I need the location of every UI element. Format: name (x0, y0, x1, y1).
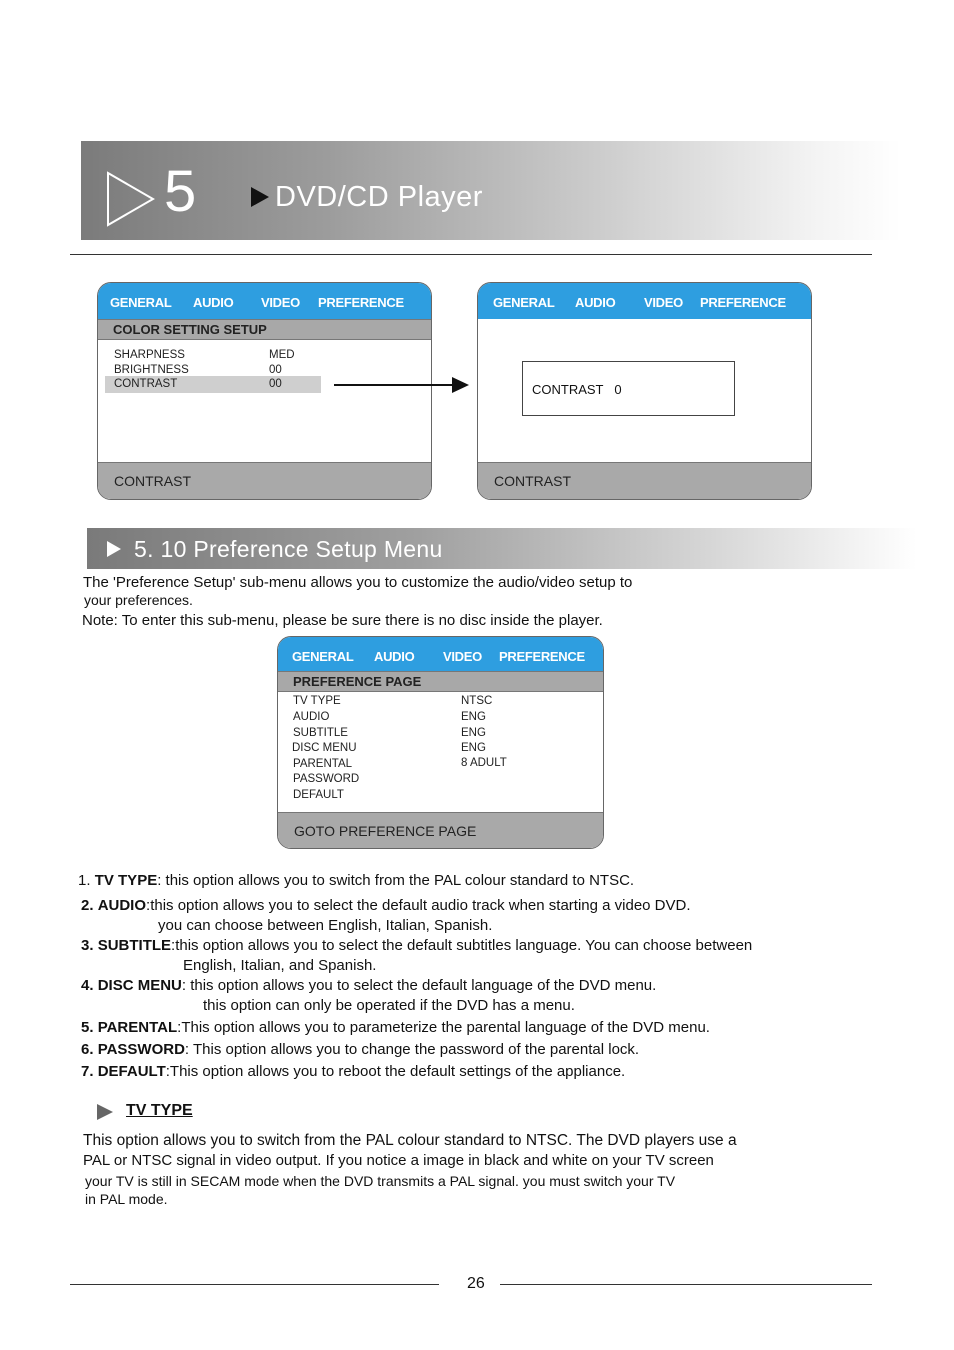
row-value: MED (269, 349, 295, 361)
footer-rule (70, 1284, 439, 1285)
row-label: DISC MENU (292, 742, 357, 754)
play-arrow-icon (97, 1104, 113, 1120)
row-value: ENG (461, 742, 486, 754)
row-value: 00 (269, 364, 282, 376)
item-key: SUBTITLE (97, 937, 172, 954)
page-number: 26 (467, 1275, 485, 1292)
row-label: BRIGHTNESS (114, 364, 189, 376)
item-password (81, 1041, 639, 1058)
item-sep: : (171, 937, 176, 954)
body-text: your TV is still in SECAM mode when the DVD transmits a PAL signal. you must switch your TV (85, 1173, 676, 1189)
section-bar: COLOR SETTING SETUP (98, 319, 431, 340)
item-parental (81, 1019, 710, 1036)
item-default (81, 1063, 625, 1080)
contrast-screen (477, 282, 812, 500)
tab-audio: AUDIO (193, 295, 234, 310)
item-number: 6. (81, 1041, 94, 1058)
item-number: 7. (81, 1063, 94, 1080)
item-key: PASSWORD (97, 1041, 185, 1058)
body-text: PAL or NTSC signal in video output. If you notice a image in black and white on your TV screen (83, 1152, 714, 1169)
intro-text: The 'Preference Setup' sub-menu allows you to customize the audio/video setup to (83, 574, 633, 591)
item-number: 5. (81, 1019, 94, 1036)
item-sep: : (177, 1019, 182, 1036)
row-value: 8 ADULT (461, 757, 507, 769)
item-key: DEFAULT (97, 1063, 166, 1080)
footer-bar: CONTRAST (478, 462, 811, 499)
chapter-banner (81, 141, 901, 240)
tab-video: VIDEO (443, 649, 482, 664)
tab-video: VIDEO (261, 295, 300, 310)
item-key: AUDIO (97, 897, 147, 914)
row-label: DEFAULT (293, 789, 344, 801)
item-text-cont: this option can only be operated if the DVD has a menu. (203, 997, 575, 1014)
play-arrow-icon (107, 541, 121, 557)
item-text: This option allows you to parameterize the parental language of the DVD menu. (181, 1019, 710, 1036)
item-key: DISC MENU (97, 977, 182, 994)
body-text: in PAL mode. (85, 1191, 168, 1207)
item-text-cont: you can choose between English, Italian, Spanish. (158, 917, 493, 934)
item-text: this option allows you to select the default language of the DVD menu. (186, 977, 657, 994)
item-key: TV TYPE (94, 872, 158, 889)
row-label: SHARPNESS (114, 349, 185, 361)
tab-general: GENERAL (110, 295, 172, 310)
item-sep: : (184, 1041, 190, 1058)
item-number: 1. (78, 872, 91, 889)
tab-general: GENERAL (493, 295, 555, 310)
contrast-value: 0 (614, 382, 622, 397)
subsection-title: TV TYPE (126, 1102, 193, 1119)
intro-text: your preferences. (84, 592, 193, 608)
section-bar: PREFERENCE PAGE (278, 671, 603, 692)
item-sep: : (181, 977, 187, 994)
item-text: this option allows you to select the default subtitles language. You can choose between (175, 937, 753, 954)
item-subtitle (81, 937, 752, 954)
footer-bar: CONTRAST (98, 462, 431, 499)
play-outline-icon (106, 171, 156, 227)
item-text: this option allows you to select the default audio track when starting a video DVD. (150, 897, 691, 914)
row-value: 00 (269, 378, 282, 390)
tab-video: VIDEO (644, 295, 683, 310)
row-label: PASSWORD (293, 773, 360, 785)
tab-preference: PREFERENCE (318, 295, 404, 310)
item-number: 3. (81, 937, 94, 954)
row-label: CONTRAST (114, 378, 178, 390)
preference-page-screen (277, 636, 604, 849)
menu-tabs (98, 283, 431, 319)
row-label: TV TYPE (293, 695, 341, 707)
note-text: Note: To enter this sub-menu, please be sure there is no disc inside the player. (82, 612, 603, 629)
item-sep: : (165, 1063, 170, 1080)
footer-bar: GOTO PREFERENCE PAGE (278, 812, 603, 848)
chapter-title: DVD/CD Player (275, 181, 483, 213)
row-label: SUBTITLE (293, 727, 348, 739)
item-text: This option allows you to reboot the default settings of the appliance. (169, 1063, 626, 1080)
menu-tabs (278, 637, 603, 671)
item-key: PARENTAL (97, 1019, 178, 1036)
item-text: this option allows you to switch from the PAL colour standard to NTSC. (161, 872, 635, 889)
tab-audio: AUDIO (374, 649, 415, 664)
item-audio (81, 897, 691, 914)
item-number: 2. (81, 897, 94, 914)
item-sep: : (146, 897, 151, 914)
menu-tabs (478, 283, 811, 319)
tab-audio: AUDIO (575, 295, 616, 310)
play-arrow-icon (251, 187, 269, 207)
contrast-box (522, 361, 735, 416)
item-tv-type (78, 872, 634, 889)
item-number: 4. (81, 977, 94, 994)
tab-preference: PREFERENCE (700, 295, 786, 310)
body-text: This option allows you to switch from the PAL colour standard to NTSC. The DVD players use a (83, 1132, 737, 1149)
row-value: ENG (461, 727, 486, 739)
section-header (87, 528, 917, 569)
arrow-right-icon (334, 376, 470, 394)
footer-rule (500, 1284, 872, 1285)
contrast-label: CONTRAST (532, 382, 604, 397)
section-title: 5. 10 Preference Setup Menu (134, 536, 443, 562)
row-label: PARENTAL (293, 758, 353, 770)
item-sep: : (157, 872, 162, 889)
chapter-number: 5 (164, 159, 197, 224)
item-text: This option allows you to change the password of the parental lock. (189, 1041, 640, 1058)
item-disc-menu (81, 977, 656, 994)
item-text-cont: English, Italian, and Spanish. (183, 957, 377, 974)
row-label: AUDIO (293, 711, 330, 723)
row-value: ENG (461, 711, 486, 723)
tab-general: GENERAL (292, 649, 354, 664)
tab-preference: PREFERENCE (499, 649, 585, 664)
row-value: NTSC (461, 695, 493, 707)
divider (70, 254, 872, 255)
